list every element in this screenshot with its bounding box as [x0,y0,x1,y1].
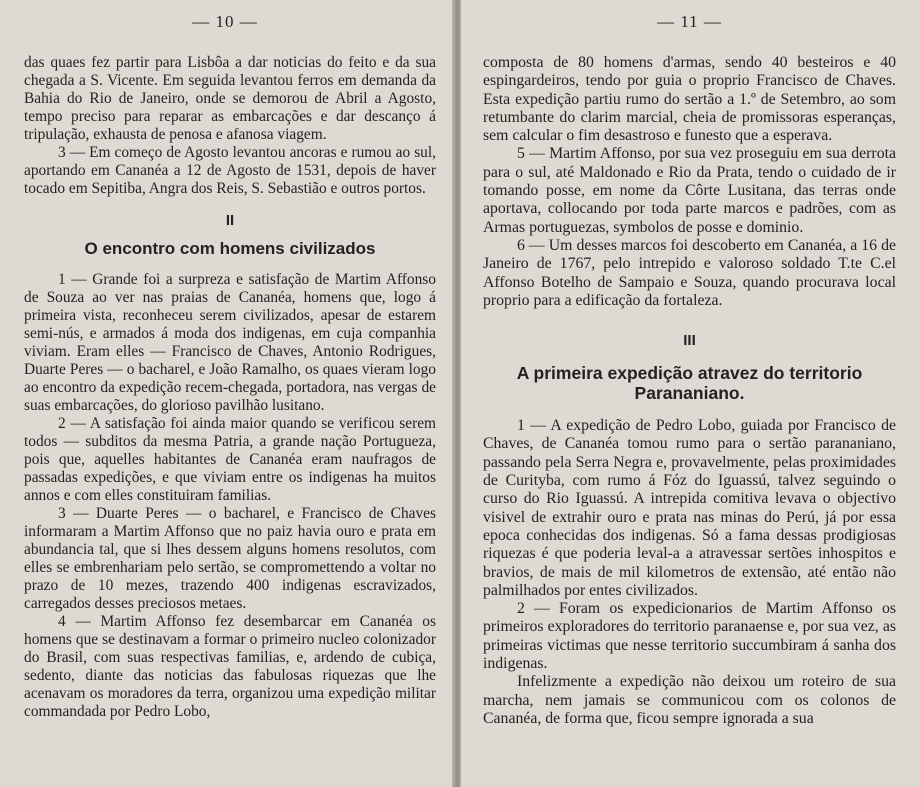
paragraph: composta de 80 homens d'armas, sendo 40 besteiros e 40 espingardeiros, tendo por guia o proprio Francisco de Chaves. Esta expedição partiu rumo do sertão a 1.º de Setembro, ao som retumbante do clarim marcial, cheia de promissoras esperanças, sem calcular o fim desastroso e funesto que a esperava. [483,54,896,145]
paragraph: 2 — A satisfação foi ainda maior quando se verificou serem todos — subditos da mesma Patria, a grande nação Portugueza, pois que, aquelles habitantes de Cananéa eram naufragos de passadas expedições, e que viviam entre os indigenas ha muitos annos e com elles constituiram familias. [24,415,436,504]
section-title: A primeira expedição atravez do territorio Parananiano. [516,363,863,404]
paragraph: 6 — Um desses marcos foi descoberto em Cananéa, a 16 de Janeiro de 1767, pelo intrepido e valoroso soldado T.te C.el Affonso Botelho de Sampaio e Souza, quando procurava local proprio para a edificação da fortaleza. [483,236,896,309]
paragraph: 5 — Martim Affonso, por sua vez proseguiu em sua derrota para o sul, até Maldonado e Rio da Prata, tendo o cuidado de ir tomando posse, em nome da Côrte Lusitana, das terras onde aportava, collocando por toda parte marcos e padrões, com as Armas portuguezas, symbolos de posse e dominio. [483,145,896,236]
paragraph: 3 — Em começo de Agosto levantou ancoras e rumou ao sul, aportando em Cananéa a 12 de Agosto de 1531, depois de haver tocado em Sepitiba, Angra dos Reis, S. Sebastião e outros portos. [24,144,436,197]
paragraph: 4 — Martim Affonso fez desembarcar em Cananéa os homens que se destinavam a formar o primeiro nucleo colonizador do Brasil, com suas respectivas familias, e, ardendo de cubiça, sedento, diante das noticias das fabulosas riquezas que lhe acenavam os moradores da terra, organizou uma expedição militar commandada por Pedro Lobo, [24,613,436,720]
section-number: III [683,332,696,350]
paragraph: Infelizmente a expedição não deixou um roteiro de sua marcha, nem jamais se communicou com os colonos de Cananéa, de forma que, ficou sempre ignorada a sua [483,673,896,727]
section-title: O encontro com homens civilizados [84,239,376,258]
section-number: II [225,212,235,229]
paragraph: das quaes fez partir para Lisbôa a dar noticias do feito e da sua chegada a S. Vicente. Em seguida levantou ferros em demanda da Bahia do Rio de Janeiro, onde se demorou de Abril a Agosto, tempo preciso para reparar as embarcações e dar descanço á tripulação, exhausta de penosa e afanosa viagem. [24,54,436,143]
paragraph: 1 — A expedição de Pedro Lobo, guiada por Francisco de Chaves, de Cananéa tomou rumo para o sertão parananiano, passando pela Serra Negra e, provavelmente, pelas proximidades de Curityba, com rumo á Fóz do Iguassú, talvez seguindo o curso do Rio Iguassú. A intrepida comitiva levava o objectivo visivel de extrahir ouro e prata nas minas do Perú, já por essa epoca conhecidas dos indigenas. Só a fama dessas prodigiosas riquezas é que poderia leval-a a atravessar sertões inhospitos e bravios, de mais de mil kilometros de extensão, até então não palmilhados por entes civilizados. [483,417,896,599]
page-number: — 10 — [192,12,258,31]
paragraph: 2 — Foram os expedicionarios de Martim Affonso os primeiros exploradores do territorio paranaense e, por sua vez, as primeiras victimas que nesse territorio succumbiram á sanha dos indigenas. [483,600,896,673]
right-page [461,0,920,787]
paragraph: 1 — Grande foi a surpreza e satisfação de Martim Affonso de Souza ao ver nas praias de Cananéa, homens que, logo á primeira vista, reconheceu serem civilizados, apesar de estarem semi-nús, e armados á moda dos indigenas, em cuja companhia viviam. Eram elles — Francisco de Chaves, Antonio Rodrigues, Duarte Peres — o bacharel, e João Ramalho, os quaes vieram logo ao encontro da expedição recem-chegada, portadora, nas vergas de suas embarcações, do glorioso pavilhão lusitano. [24,271,436,414]
left-page [0,0,456,787]
page-number: — 11 — [657,12,722,31]
paragraph: 3 — Duarte Peres — o bacharel, e Francisco de Chaves informaram a Martim Affonso que no paiz havia ouro e prata em abundancia tal, que si lhes dessem alguns homens resolutos, com elles se embrenhariam pelo sertão, se compromettendo a voltar no prazo de 10 mezes, trazendo 400 indigenas escravizados, carregados desses preciosos metaes. [24,505,436,612]
